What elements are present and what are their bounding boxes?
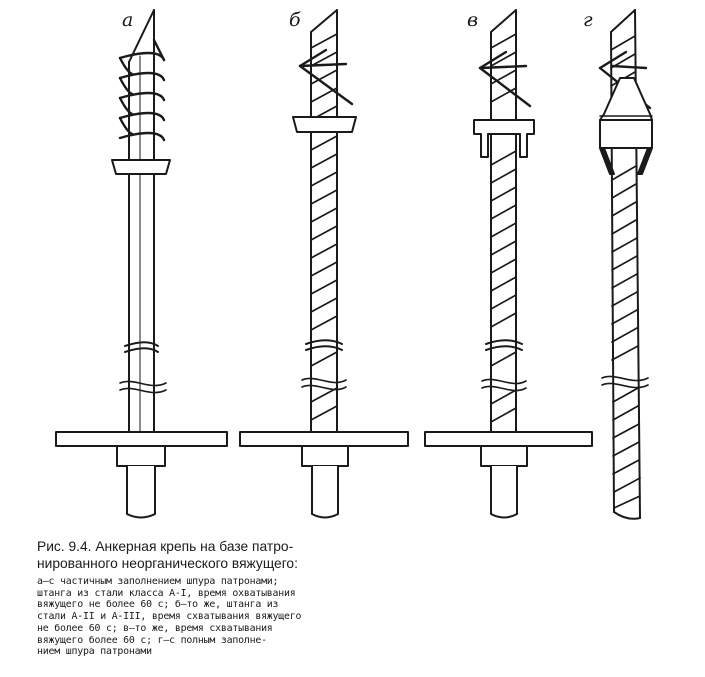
caption-title: Рис. 9.4. Анкерная крепь на базе патро- нированного неорганического вяжущего: (37, 539, 298, 571)
anchor-g-stopper (600, 120, 652, 148)
anchor-v-cap-stopper (474, 120, 534, 157)
panel-label-v: в (467, 9, 479, 31)
anchor-g-stopper-leg-right (638, 148, 652, 174)
anchor-v (425, 9, 592, 518)
anchor-b-thread (312, 466, 338, 518)
anchor-v-plate (425, 432, 592, 446)
anchor-b-stopper (293, 117, 356, 132)
anchor-g-break-mark (602, 376, 648, 387)
anchor-v-break-mark (482, 379, 526, 390)
panel-label-a: а (122, 9, 134, 31)
anchor-v-thread (491, 466, 517, 518)
anchor-b-nut (302, 446, 348, 466)
anchor-v-rod (491, 10, 516, 432)
panel-label-b: б (289, 9, 301, 31)
anchor-a-wire-coil (120, 40, 164, 140)
anchor-b (240, 9, 408, 518)
anchor-g-cone (600, 78, 652, 120)
anchor-b-rod (311, 10, 337, 432)
anchor-a-nut (117, 446, 165, 466)
anchor-b-plate (240, 432, 408, 446)
anchor-b-ribs (311, 34, 337, 420)
anchor-a (56, 9, 227, 518)
anchor-a-plate (56, 432, 227, 446)
caption-body: а—с частичным заполнением шпура патронами; штанга из стали класса А-I, время охватывания вяжущего не более 60 с; б—то же, штанга из стали А-II и А-III, время схватывания вяжущего не более 60 с; в—то же, время схватывания вяжущего более 60 с; г—с полным заполне- нием шпура патронами (37, 576, 302, 658)
anchor-v-wire (480, 52, 530, 106)
anchor-g (583, 9, 652, 519)
anchor-v-nut (481, 446, 527, 466)
anchor-a-break-mark (120, 381, 166, 392)
anchor-a-stopper (112, 160, 170, 174)
anchor-b-break-mark (302, 378, 346, 389)
panel-label-g: г (583, 9, 593, 31)
figure-caption (37, 538, 382, 658)
anchor-a-thread (127, 466, 155, 518)
